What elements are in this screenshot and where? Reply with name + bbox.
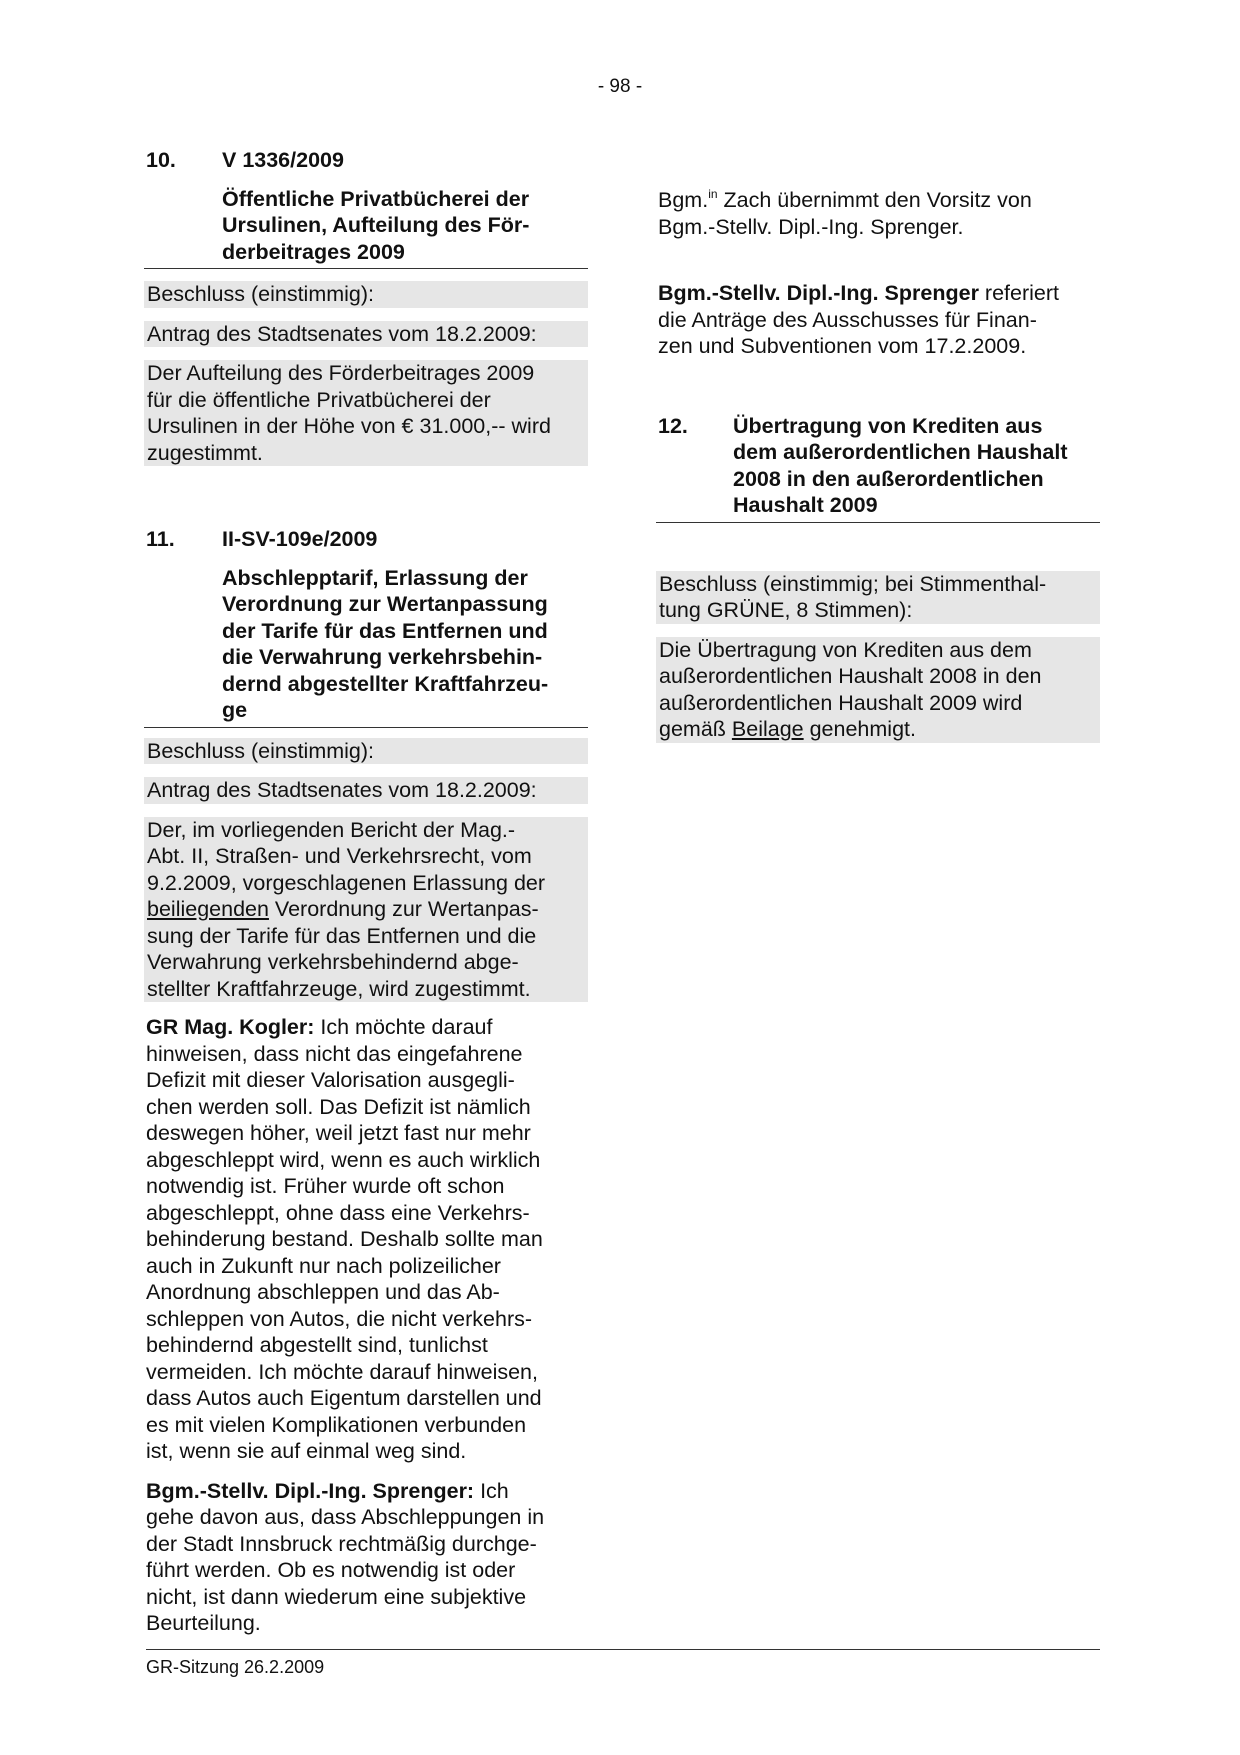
item-11-subject-line: der Tarife für das Entfernen und: [222, 618, 548, 643]
title-line: Haushalt 2009: [733, 493, 878, 517]
item-10-subject-line: derbeitrages 2009: [222, 239, 405, 264]
text-line: 9.2.2009, vorgeschlagenen Erlassung der: [147, 870, 546, 895]
text-line: Bgm.: [658, 188, 709, 212]
speaker-name: Bgm.-Stellv. Dipl.-Ing. Sprenger:: [146, 1478, 475, 1503]
item-11-code: II-SV-109e/2009: [222, 527, 378, 551]
item-11-subject-line: Abschlepptarif, Erlassung der: [222, 565, 528, 590]
sprenger-statement: [146, 1478, 588, 1637]
text-line: Zach übernimmt den Vorsitz von: [717, 188, 1032, 212]
text-line: Die Übertragung von Krediten aus dem: [659, 637, 1032, 662]
text-line: chen werden soll. Das Defizit ist nämlich: [146, 1094, 531, 1119]
agenda-item-10: [146, 147, 588, 466]
title-line: dem außerordentlichen Haushalt: [733, 440, 1068, 464]
superscript: in: [708, 187, 718, 201]
item-11-resolution: [144, 738, 588, 1003]
item-12-heading: [658, 413, 1100, 519]
text-line: behindernd abgestellt sind, tunlichst: [146, 1333, 488, 1357]
agenda-item-12: [658, 413, 1100, 743]
item-12-text: [659, 637, 1097, 743]
text-line: ist, wenn sie auf einmal weg sind.: [146, 1439, 467, 1463]
text-line: außerordentlichen Haushalt 2008 in den: [659, 664, 1042, 688]
item-10-subject-block: [144, 186, 588, 270]
beiliegenden-link[interactable]: beiliegenden: [147, 897, 269, 921]
page-footer: GR-Sitzung 26.2.2009: [146, 1657, 325, 1677]
item-10-heading: [146, 147, 588, 174]
kogler-statement: [146, 1014, 588, 1465]
text-line: abgeschleppt, ohne dass eine Verkehrs-: [146, 1200, 530, 1225]
text-line: deswegen höher, weil jetzt fast nur mehr: [146, 1121, 531, 1145]
text-line: behinderung bestand. Deshalb sollte man: [146, 1227, 543, 1251]
text-line: auch in Zukunft nur nach polizeilicher: [146, 1253, 501, 1278]
item-12-title: [733, 413, 1068, 519]
text-line: Ursulinen in der Höhe von € 31.000,-- wird: [147, 414, 551, 438]
text-line: nicht, ist dann wiederum eine subjektive: [146, 1584, 527, 1609]
text-line: hinweisen, dass nicht das eingefahrene: [146, 1041, 523, 1066]
item-10-decision: Beschluss (einstimmig):: [147, 282, 374, 306]
chair-change-note: [658, 187, 1100, 240]
text-line: abgeschleppt wird, wenn es auch wirklich: [146, 1147, 541, 1172]
item-11-subject-line: ge: [222, 698, 248, 722]
text-line: führt werden. Ob es notwendig ist oder: [146, 1558, 516, 1582]
item-10-code: V 1336/2009: [222, 148, 344, 172]
title-line: Übertragung von Krediten aus: [733, 413, 1043, 438]
text-line: gemäß: [659, 717, 732, 741]
item-11-number: 11.: [146, 527, 175, 551]
right-column: [658, 187, 1100, 743]
item-10-text: [147, 360, 585, 466]
item-10-number: 10.: [146, 148, 176, 172]
text-line: Verwahrung verkehrsbehindernd abge-: [147, 950, 519, 974]
text-line: vermeiden. Ich möchte darauf hinweisen,: [146, 1359, 538, 1384]
item-11-subject-line: dernd abgestellter Kraftfahrzeu-: [222, 671, 549, 696]
text-line: Verordnung zur Wertanpas-: [268, 897, 539, 921]
item-12-decision: [659, 571, 1097, 624]
text-line: dass Autos auch Eigentum darstellen und: [146, 1386, 542, 1410]
text-line: schleppen von Autos, die nicht verkehrs-: [146, 1306, 533, 1331]
page-number: - 98 -: [597, 76, 643, 97]
item-11-motion: Antrag des Stadtsenates vom 18.2.2009:: [147, 778, 537, 802]
footer-rule: [146, 1649, 1100, 1650]
text-line: Der, im vorliegenden Bericht der Mag.-: [147, 817, 516, 842]
item-11-subject-block: [144, 565, 588, 728]
beilage-link[interactable]: Beilage: [731, 717, 804, 741]
text-line: Defizit mit dieser Valorisation ausgegli-: [146, 1068, 515, 1092]
item-10-subject-line: Ursulinen, Aufteilung des För-: [222, 213, 530, 237]
agenda-item-11: [146, 526, 588, 1637]
text-line: zen und Subventionen vom 17.2.2009.: [658, 334, 1027, 358]
text-line: Beurteilung.: [146, 1611, 261, 1635]
text-line: für die öffentliche Privatbücherei der: [147, 387, 491, 412]
text-line: Ich möchte darauf: [314, 1015, 493, 1039]
text-line: genehmigt.: [803, 717, 916, 741]
item-10-motion: Antrag des Stadtsenates vom 18.2.2009:: [147, 321, 537, 346]
text-line: die Anträge des Ausschusses für Finan-: [658, 307, 1037, 332]
text-line: gehe davon aus, dass Abschleppungen in: [146, 1505, 545, 1529]
item-11-text: [147, 817, 585, 1003]
text-line: zugestimmt.: [147, 440, 263, 465]
text-line: es mit vielen Komplikationen verbunden: [146, 1412, 527, 1437]
text-line: außerordentlichen Haushalt 2009 wird: [659, 690, 1023, 715]
item-10-subject-line: Öffentliche Privatbücherei der: [222, 186, 530, 211]
item-11-subject-line: die Verwahrung verkehrsbehin-: [222, 645, 543, 669]
text-line: Ich: [474, 1478, 509, 1503]
text-line: referiert: [978, 281, 1059, 305]
text-line: Anordnung abschleppen und das Ab-: [146, 1280, 500, 1304]
item-11-subject-line: Verordnung zur Wertanpassung: [222, 592, 548, 616]
item-12-heading-block: [656, 413, 1100, 523]
title-line: 2008 in den außerordentlichen: [733, 466, 1044, 491]
text-line: notwendig ist. Früher wurde oft schon: [146, 1174, 505, 1198]
item-11-subject: [222, 565, 588, 727]
speaker-name: Bgm.-Stellv. Dipl.-Ing. Sprenger: [658, 281, 979, 305]
text-line: sung der Tarife für das Entfernen und die: [147, 923, 537, 948]
item-12-resolution: [656, 571, 1100, 743]
item-11-heading: [146, 526, 588, 553]
item-11-decision: Beschluss (einstimmig):: [147, 738, 374, 763]
text-line: Bgm.-Stellv. Dipl.-Ing. Sprenger.: [658, 214, 964, 239]
text-line: stellter Kraftfahrzeuge, wird zugestimmt.: [147, 976, 531, 1001]
item-12-number: 12.: [658, 413, 688, 438]
text-line: tung GRÜNE, 8 Stimmen):: [659, 598, 913, 622]
item-10-subject: [222, 186, 588, 269]
left-column: [146, 147, 588, 1637]
item-10-resolution: [144, 281, 588, 466]
report-note: [658, 280, 1100, 360]
text-line: Abt. II, Straßen- und Verkehrsrecht, vom: [147, 844, 532, 868]
speaker-name: GR Mag. Kogler:: [146, 1015, 315, 1039]
text-line: Der Aufteilung des Förderbeitrages 2009: [147, 361, 535, 385]
text-line: der Stadt Innsbruck rechtmäßig durchge-: [146, 1531, 537, 1556]
text-line: Beschluss (einstimmig; bei Stimmenthal-: [659, 571, 1047, 596]
